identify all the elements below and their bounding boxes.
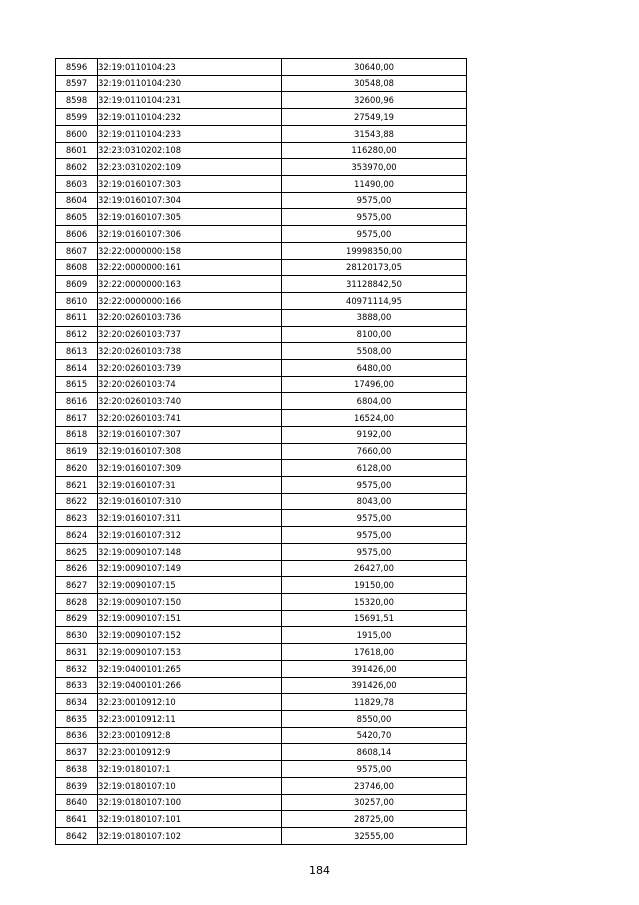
- cadastral-number-cell: 32:20:0260103:740: [98, 393, 282, 410]
- value-cell: 30257,00: [282, 794, 467, 811]
- row-number-cell: 8640: [56, 794, 98, 811]
- cadastral-number-cell: 32:19:0160107:305: [98, 209, 282, 226]
- row-number-cell: 8603: [56, 176, 98, 193]
- cadastral-number-cell: 32:19:0090107:151: [98, 610, 282, 627]
- value-cell: 26427,00: [282, 560, 467, 577]
- cadastral-number-cell: 32:19:0160107:303: [98, 176, 282, 193]
- row-number-cell: 8638: [56, 761, 98, 778]
- cadastral-number-cell: 32:20:0260103:737: [98, 326, 282, 343]
- value-cell: 3888,00: [282, 309, 467, 326]
- value-cell: 32555,00: [282, 828, 467, 845]
- cadastral-number-cell: 32:19:0160107:306: [98, 226, 282, 243]
- row-number-cell: 8633: [56, 677, 98, 694]
- value-cell: 30640,00: [282, 59, 467, 76]
- table-row: [56, 493, 467, 510]
- table-row: [56, 276, 467, 293]
- row-number-cell: 8618: [56, 426, 98, 443]
- row-number-cell: 8597: [56, 75, 98, 92]
- row-number-cell: 8626: [56, 560, 98, 577]
- row-number-cell: 8636: [56, 727, 98, 744]
- value-cell: 5508,00: [282, 343, 467, 360]
- value-cell: 8100,00: [282, 326, 467, 343]
- table-row: [56, 510, 467, 527]
- cadastral-number-cell: 32:19:0160107:304: [98, 192, 282, 209]
- value-cell: 391426,00: [282, 677, 467, 694]
- row-number-cell: 8619: [56, 443, 98, 460]
- value-cell: 19150,00: [282, 577, 467, 594]
- table-row: [56, 694, 467, 711]
- row-number-cell: 8629: [56, 610, 98, 627]
- value-cell: 19998350,00: [282, 242, 467, 259]
- table-body: [56, 59, 467, 845]
- value-cell: 9575,00: [282, 761, 467, 778]
- row-number-cell: 8625: [56, 543, 98, 560]
- cadastral-number-cell: 32:19:0090107:153: [98, 644, 282, 661]
- cadastral-number-cell: 32:22:0000000:163: [98, 276, 282, 293]
- cadastral-number-cell: 32:22:0000000:158: [98, 242, 282, 259]
- cadastral-number-cell: 32:19:0160107:308: [98, 443, 282, 460]
- value-cell: 9575,00: [282, 192, 467, 209]
- value-cell: 9575,00: [282, 226, 467, 243]
- cadastral-number-cell: 32:20:0260103:736: [98, 309, 282, 326]
- table-row: [56, 393, 467, 410]
- value-cell: 28120173,05: [282, 259, 467, 276]
- table-row: [56, 660, 467, 677]
- row-number-cell: 8601: [56, 142, 98, 159]
- row-number-cell: 8602: [56, 159, 98, 176]
- table-row: [56, 594, 467, 611]
- value-cell: 40971114,95: [282, 293, 467, 310]
- table-row: [56, 460, 467, 477]
- value-cell: 6804,00: [282, 393, 467, 410]
- cadastral-number-cell: 32:19:0400101:266: [98, 677, 282, 694]
- row-number-cell: 8596: [56, 59, 98, 76]
- table-row: [56, 226, 467, 243]
- row-number-cell: 8639: [56, 777, 98, 794]
- page-number: 184: [309, 864, 330, 877]
- row-number-cell: 8624: [56, 527, 98, 544]
- value-cell: 8608,14: [282, 744, 467, 761]
- cadastral-number-cell: 32:20:0260103:738: [98, 343, 282, 360]
- row-number-cell: 8608: [56, 259, 98, 276]
- table-row: [56, 125, 467, 142]
- value-cell: 32600,96: [282, 92, 467, 109]
- cadastral-number-cell: 32:19:0160107:307: [98, 426, 282, 443]
- value-cell: 17496,00: [282, 376, 467, 393]
- value-cell: 6128,00: [282, 460, 467, 477]
- cadastral-number-cell: 32:19:0180107:1: [98, 761, 282, 778]
- cadastral-number-cell: 32:19:0110104:231: [98, 92, 282, 109]
- table-row: [56, 176, 467, 193]
- value-cell: 8550,00: [282, 711, 467, 728]
- row-number-cell: 8641: [56, 811, 98, 828]
- table-row: [56, 376, 467, 393]
- cadastral-number-cell: 32:19:0180107:10: [98, 777, 282, 794]
- table-row: [56, 109, 467, 126]
- cadastral-number-cell: 32:19:0090107:149: [98, 560, 282, 577]
- cadastral-number-cell: 32:19:0160107:31: [98, 476, 282, 493]
- table-row: [56, 259, 467, 276]
- table-row: [56, 610, 467, 627]
- value-cell: 353970,00: [282, 159, 467, 176]
- row-number-cell: 8610: [56, 293, 98, 310]
- value-cell: 16524,00: [282, 410, 467, 427]
- cadastral-number-cell: 32:23:0010912:8: [98, 727, 282, 744]
- cadastral-number-cell: 32:22:0000000:166: [98, 293, 282, 310]
- row-number-cell: 8635: [56, 711, 98, 728]
- value-cell: 30548,08: [282, 75, 467, 92]
- cadastral-number-cell: 32:19:0110104:230: [98, 75, 282, 92]
- row-number-cell: 8604: [56, 192, 98, 209]
- cadastral-number-cell: 32:19:0090107:148: [98, 543, 282, 560]
- cadastral-number-cell: 32:23:0010912:9: [98, 744, 282, 761]
- value-cell: 8043,00: [282, 493, 467, 510]
- table-row: [56, 192, 467, 209]
- table-row: [56, 159, 467, 176]
- value-cell: 7660,00: [282, 443, 467, 460]
- cadastral-number-cell: 32:19:0180107:100: [98, 794, 282, 811]
- table-row: [56, 727, 467, 744]
- row-number-cell: 8632: [56, 660, 98, 677]
- value-cell: 9575,00: [282, 510, 467, 527]
- value-cell: 9575,00: [282, 527, 467, 544]
- value-cell: 15691,51: [282, 610, 467, 627]
- table-row: [56, 293, 467, 310]
- value-cell: 9575,00: [282, 543, 467, 560]
- value-cell: 9575,00: [282, 209, 467, 226]
- value-cell: 11490,00: [282, 176, 467, 193]
- table-row: [56, 560, 467, 577]
- table-row: [56, 577, 467, 594]
- cadastral-number-cell: 32:19:0090107:150: [98, 594, 282, 611]
- value-cell: 9575,00: [282, 476, 467, 493]
- table-row: [56, 242, 467, 259]
- row-number-cell: 8628: [56, 594, 98, 611]
- row-number-cell: 8622: [56, 493, 98, 510]
- cadastral-number-cell: 32:19:0180107:102: [98, 828, 282, 845]
- value-cell: 15320,00: [282, 594, 467, 611]
- row-number-cell: 8617: [56, 410, 98, 427]
- table-row: [56, 711, 467, 728]
- cadastral-number-cell: 32:19:0160107:311: [98, 510, 282, 527]
- table-row: [56, 326, 467, 343]
- table-row: [56, 543, 467, 560]
- value-cell: 17618,00: [282, 644, 467, 661]
- table-row: [56, 677, 467, 694]
- cadastral-number-cell: 32:23:0310202:108: [98, 142, 282, 159]
- cadastral-number-cell: 32:23:0310202:109: [98, 159, 282, 176]
- row-number-cell: 8609: [56, 276, 98, 293]
- value-cell: 5420,70: [282, 727, 467, 744]
- table-row: [56, 426, 467, 443]
- row-number-cell: 8615: [56, 376, 98, 393]
- table-row: [56, 644, 467, 661]
- cadastral-number-cell: 32:19:0160107:312: [98, 527, 282, 544]
- table-row: [56, 627, 467, 644]
- table-row: [56, 309, 467, 326]
- value-cell: 23746,00: [282, 777, 467, 794]
- value-cell: 31543,88: [282, 125, 467, 142]
- table-row: [56, 443, 467, 460]
- cadastral-number-cell: 32:19:0110104:23: [98, 59, 282, 76]
- value-cell: 11829,78: [282, 694, 467, 711]
- row-number-cell: 8616: [56, 393, 98, 410]
- row-number-cell: 8611: [56, 309, 98, 326]
- row-number-cell: 8598: [56, 92, 98, 109]
- row-number-cell: 8642: [56, 828, 98, 845]
- cadastral-number-cell: 32:20:0260103:74: [98, 376, 282, 393]
- cadastral-number-cell: 32:23:0010912:11: [98, 711, 282, 728]
- table-row: [56, 476, 467, 493]
- table-row: [56, 359, 467, 376]
- table-row: [56, 142, 467, 159]
- value-cell: 9192,00: [282, 426, 467, 443]
- row-number-cell: 8631: [56, 644, 98, 661]
- cadastral-number-cell: 32:19:0090107:152: [98, 627, 282, 644]
- row-number-cell: 8607: [56, 242, 98, 259]
- cadastral-number-cell: 32:23:0010912:10: [98, 694, 282, 711]
- table-row: [56, 777, 467, 794]
- table-row: [56, 761, 467, 778]
- table-row: [56, 744, 467, 761]
- cadastral-number-cell: 32:22:0000000:161: [98, 259, 282, 276]
- cadastral-number-cell: 32:19:0180107:101: [98, 811, 282, 828]
- row-number-cell: 8634: [56, 694, 98, 711]
- value-cell: 1915,00: [282, 627, 467, 644]
- row-number-cell: 8637: [56, 744, 98, 761]
- row-number-cell: 8627: [56, 577, 98, 594]
- value-cell: 116280,00: [282, 142, 467, 159]
- cadastral-number-cell: 32:19:0090107:15: [98, 577, 282, 594]
- value-cell: 6480,00: [282, 359, 467, 376]
- table-row: [56, 828, 467, 845]
- row-number-cell: 8606: [56, 226, 98, 243]
- row-number-cell: 8630: [56, 627, 98, 644]
- row-number-cell: 8599: [56, 109, 98, 126]
- cadastral-number-cell: 32:20:0260103:739: [98, 359, 282, 376]
- table-row: [56, 92, 467, 109]
- row-number-cell: 8614: [56, 359, 98, 376]
- cadastral-value-table: [55, 58, 467, 845]
- value-cell: 31128842,50: [282, 276, 467, 293]
- cadastral-number-cell: 32:19:0400101:265: [98, 660, 282, 677]
- row-number-cell: 8600: [56, 125, 98, 142]
- value-cell: 28725,00: [282, 811, 467, 828]
- row-number-cell: 8620: [56, 460, 98, 477]
- table-row: [56, 794, 467, 811]
- value-cell: 391426,00: [282, 660, 467, 677]
- table-row: [56, 59, 467, 76]
- table-row: [56, 343, 467, 360]
- row-number-cell: 8621: [56, 476, 98, 493]
- table-row: [56, 811, 467, 828]
- cadastral-number-cell: 32:19:0160107:309: [98, 460, 282, 477]
- table-row: [56, 527, 467, 544]
- table-row: [56, 209, 467, 226]
- cadastral-number-cell: 32:19:0110104:233: [98, 125, 282, 142]
- row-number-cell: 8612: [56, 326, 98, 343]
- value-cell: 27549,19: [282, 109, 467, 126]
- cadastral-number-cell: 32:20:0260103:741: [98, 410, 282, 427]
- cadastral-number-cell: 32:19:0110104:232: [98, 109, 282, 126]
- row-number-cell: 8613: [56, 343, 98, 360]
- table-row: [56, 75, 467, 92]
- row-number-cell: 8605: [56, 209, 98, 226]
- row-number-cell: 8623: [56, 510, 98, 527]
- cadastral-number-cell: 32:19:0160107:310: [98, 493, 282, 510]
- table-row: [56, 410, 467, 427]
